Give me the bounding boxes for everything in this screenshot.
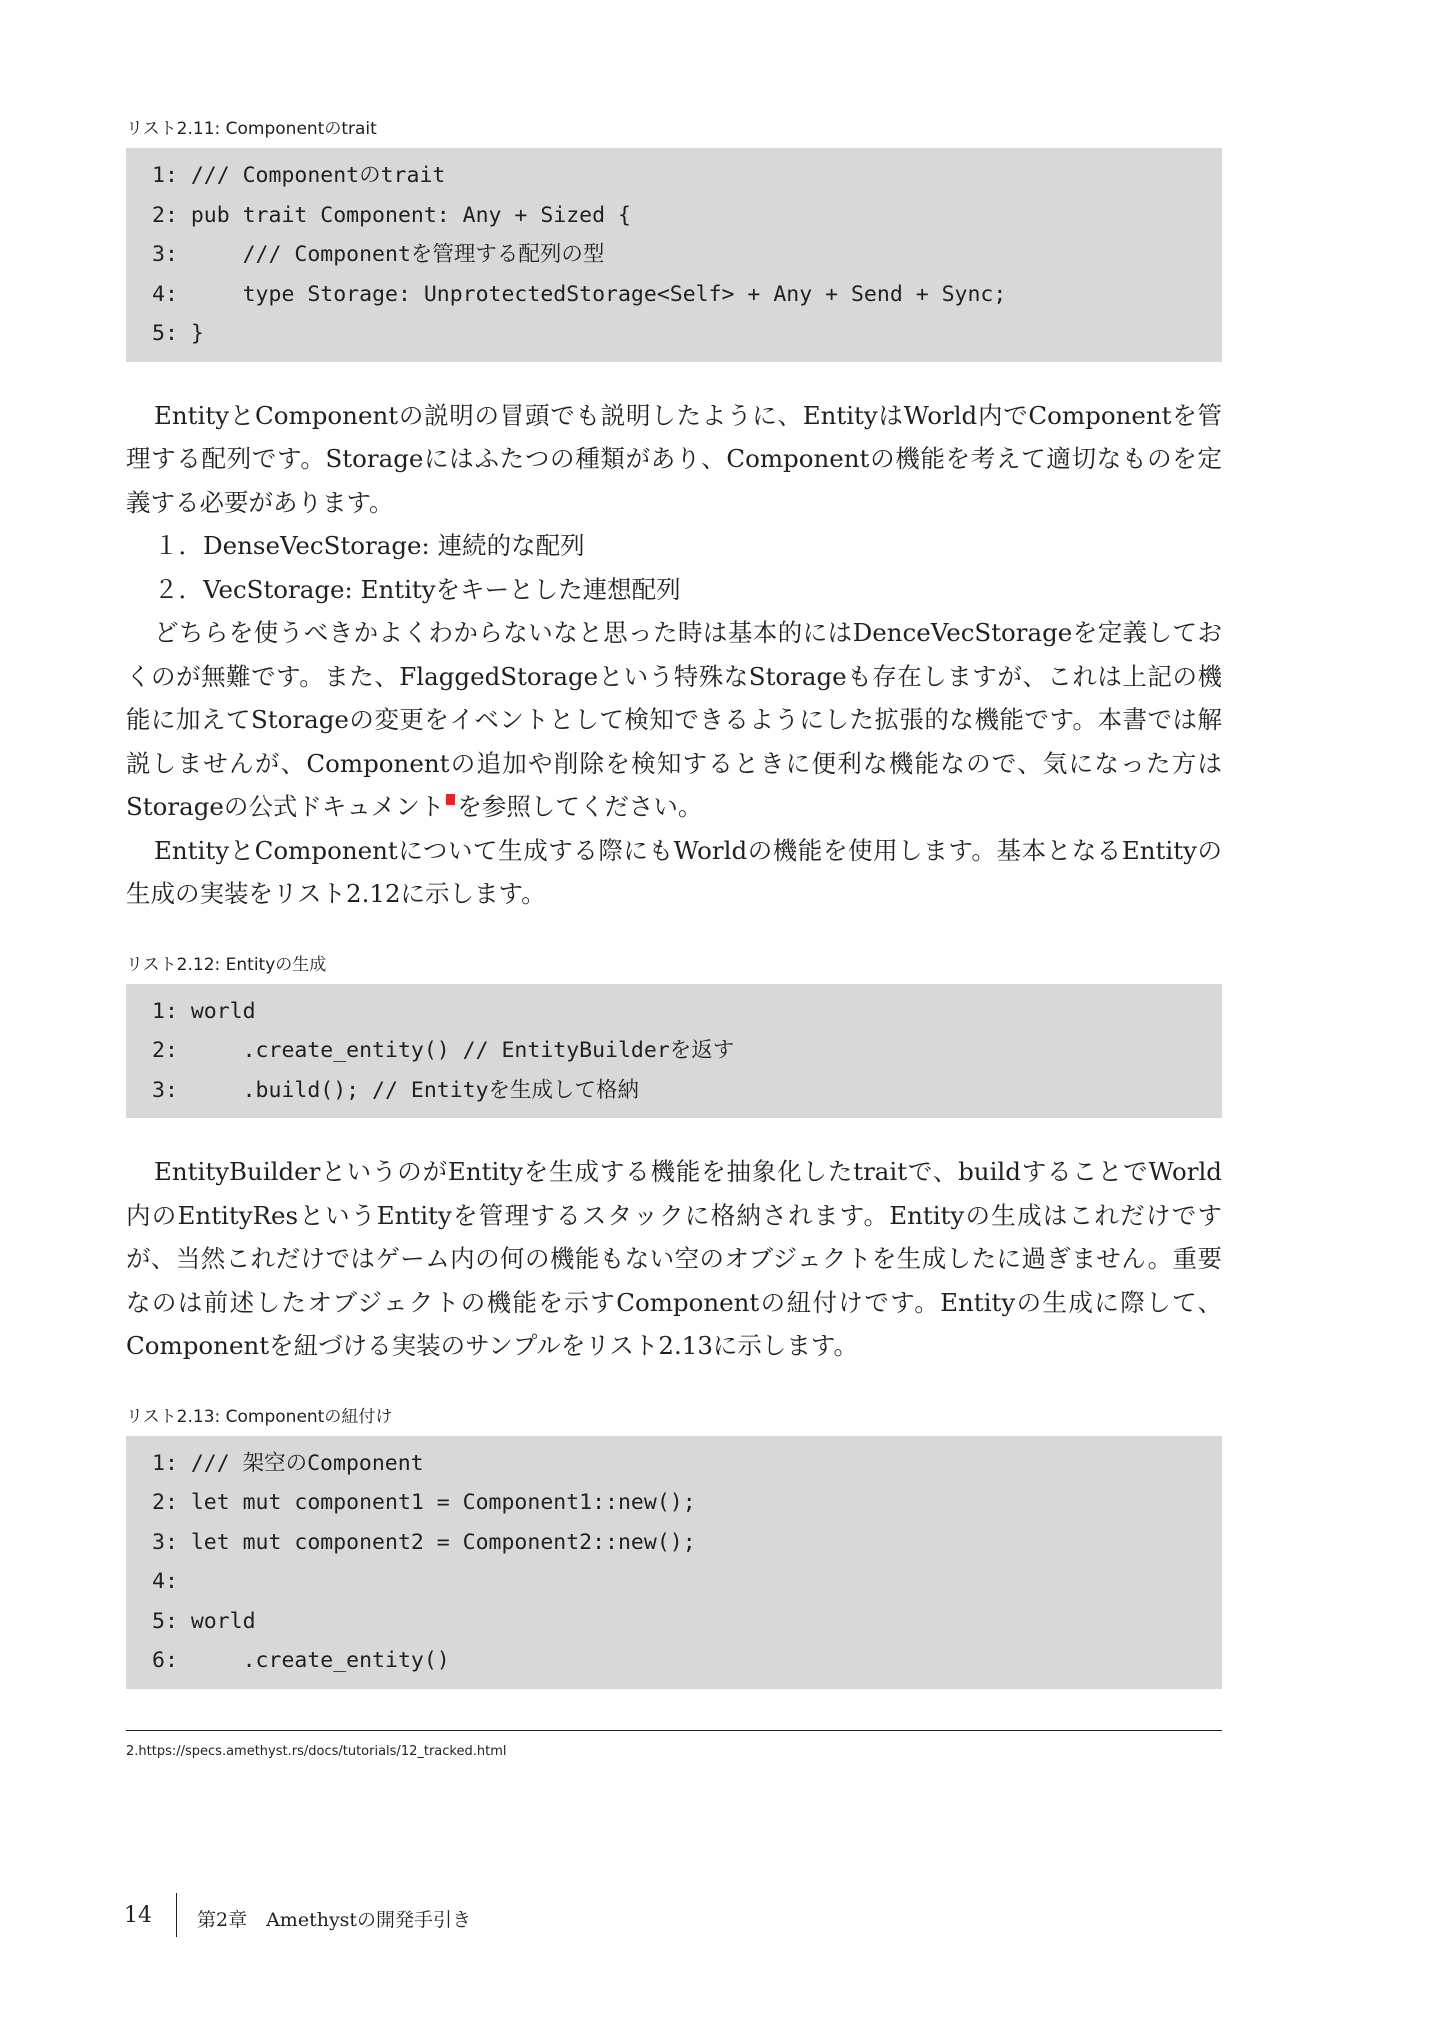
code-block [126, 984, 1222, 1119]
footnote[interactable]: 2.https://specs.amethyst.rs/docs/tutorials/12_tracked.html [126, 1744, 507, 1759]
body-paragraph: EntityBuilderというのがEntityを生成する機能を抽象化したtraitで、buildすることでWorld内のEntityResというEntityを管理するスタックに格納されます。Entityの生成はこれだけですが、当然これだけではゲーム内の何の機能もない空のオブジェクトを生成したに過ぎません。重要なのは前述したオブジェクトの機能を示すComponentの紐付けです。Entityの生成に際して、Componentを紐づける実装のサンプルをリスト2.13に示します。 [126, 1157, 1222, 1360]
page-content [126, 118, 1222, 1689]
footnote-marker[interactable] [446, 794, 455, 805]
code-line: 5: world [152, 1608, 256, 1634]
paragraph-text: を参照してください。 [457, 792, 703, 821]
code-block [126, 148, 1222, 362]
body-paragraph: EntityとComponentについて生成する際にもWorldの機能を使用します。基本となるEntityの生成の実装をリスト2.12に示します。 [126, 835, 1222, 908]
code-line: 2: .create_entity() // EntityBuilderを返す [152, 1038, 735, 1063]
page-number: 14 [124, 1903, 152, 1928]
code-line: 5: } [152, 321, 204, 346]
listing-caption: リスト2.12: Entityの生成 [126, 954, 327, 975]
paragraph-text: どちらを使うべきかよくわからないなと思った時は基本的にはDenceVecStorageを定義しておくのが無難です。また、FlaggedStorageという特殊なStorageも存在しますが、これは上記の機能に加えてStorageの変更をイベントとして検知できるようにした拡張的な機能です。本書では解説しませんが、Componentの追加や削除を検知するときに便利な機能なので、気になった方はStorageの公式ドキュメント [126, 618, 1222, 821]
code-line: 1: /// 架空のComponent [152, 1450, 424, 1476]
listing-caption: リスト2.11: Componentのtrait [126, 119, 377, 139]
listing-caption: リスト2.13: Componentの紐付け [126, 1406, 393, 1427]
code-line: 3: .build(); // Entityを生成して格納 [152, 1077, 640, 1103]
footnote-divider [126, 1730, 1222, 1731]
code-line: 2: let mut component1 = Component1::new(); [152, 1490, 696, 1515]
code-line: 6: .create_entity() [152, 1648, 450, 1673]
code-line: 4: type Storage: UnprotectedStorage<Self> + Any + Send + Sync; [152, 281, 1007, 307]
body-paragraph: EntityとComponentの説明の冒頭でも説明したように、EntityはWorld内でComponentを管理する配列です。Storageにはふたつの種類があり、Componentの機能を考えて適切なものを定義する必要があります。 [126, 400, 1222, 517]
code-line: 2: pub trait Component: Any + Sized { [152, 202, 631, 228]
code-line: 4: [152, 1569, 178, 1594]
footer-divider [176, 1893, 177, 1937]
code-line: 3: let mut component2 = Component2::new(); [152, 1529, 696, 1555]
list-item: ２．VecStorage: Entityをキーとした連想配列 [154, 574, 681, 604]
code-line: 1: world [152, 998, 256, 1024]
code-line: 1: /// Componentのtrait [152, 163, 446, 188]
body-paragraph [126, 611, 1222, 829]
chapter-title: 第2章 Amethystの開発手引き [197, 1909, 472, 1931]
code-line: 3: /// Componentを管理する配列の型 [152, 242, 605, 267]
list-item: １．DenseVecStorage: 連続的な配列 [154, 531, 585, 560]
code-block [126, 1436, 1222, 1689]
